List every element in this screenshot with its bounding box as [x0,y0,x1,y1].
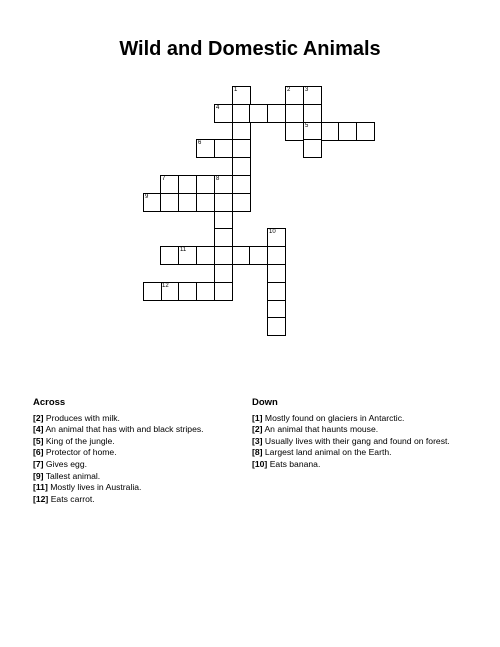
grid-cell[interactable] [196,282,215,301]
grid-cell[interactable] [160,246,179,265]
clue-number: [5] [33,435,44,446]
grid-cell[interactable] [303,139,322,158]
clue-text: King of the jungle. [45,435,115,446]
clue-number-label: 3 [305,87,309,93]
grid-cell[interactable] [160,282,179,301]
clue-number: [2] [252,424,263,435]
clue-number: [11] [33,482,48,493]
across-list [33,413,248,506]
clue-number: [8] [252,447,263,458]
grid-cell[interactable] [267,264,286,283]
grid-cell[interactable] [267,228,286,247]
clue-number-label: 4 [216,105,220,111]
grid-cell[interactable] [338,122,357,141]
grid-cell[interactable] [232,86,251,105]
clue-item [252,447,482,459]
clue-item [33,447,248,459]
grid-cell[interactable] [232,175,251,194]
grid-cell[interactable] [232,193,251,212]
clue-text: Eats banana. [269,458,321,469]
clue-text: An animal that haunts mouse. [264,424,379,435]
grid-cell[interactable] [178,282,197,301]
clue-item [252,459,482,471]
clue-number-label: 6 [198,140,202,146]
clue-number: [3] [252,435,263,446]
clue-number: [12] [33,493,49,504]
down-heading: Down [252,397,278,408]
clue-number-label: 2 [287,87,291,93]
grid-cell[interactable] [214,139,233,158]
clue-text: Tallest animal. [45,470,101,481]
clue-item [33,471,248,483]
grid-cell[interactable] [178,246,197,265]
down-list [252,413,482,471]
grid-cell[interactable] [160,175,179,194]
clue-item [33,436,248,448]
grid-cell[interactable] [178,175,197,194]
clue-number-label: 10 [269,229,276,235]
clue-number-label: 1 [234,87,238,93]
grid-cell[interactable] [196,175,215,194]
clue-number-label: 11 [180,247,187,253]
clue-number: [4] [33,424,44,435]
grid-cell[interactable] [267,317,286,336]
grid-cell[interactable] [196,246,215,265]
grid-cell[interactable] [356,122,375,141]
clue-text: Gives egg. [45,458,87,469]
grid-cell[interactable] [214,246,233,265]
clue-item [252,436,482,448]
grid-cell[interactable] [303,104,322,123]
grid-cell[interactable] [214,228,233,247]
grid-cell[interactable] [303,86,322,105]
clue-item [33,482,248,494]
clue-text: Mostly found on glaciers in Antarctic. [264,412,405,423]
clue-item [33,413,248,425]
grid-cell[interactable] [196,139,215,158]
clue-text: Usually lives with their gang and found on forest. [264,435,450,446]
down-clues [252,397,482,471]
clue-item [252,424,482,436]
clue-number: [2] [33,412,44,423]
grid-cell[interactable] [178,193,197,212]
grid-cell[interactable] [160,193,179,212]
across-heading: Across [33,397,66,408]
clue-text: An animal that has with and black stripes. [45,424,204,435]
clue-number-label: 8 [216,176,220,182]
clue-number-label: 5 [305,123,309,129]
clue-text: Produces with milk. [45,412,120,423]
clue-number-label: 12 [162,283,169,289]
clue-text: Mostly lives in Australia. [50,482,142,493]
clue-number-label: 9 [145,194,149,200]
clue-number: [1] [252,412,263,423]
grid-cell[interactable] [232,157,251,176]
grid-cell[interactable] [285,104,304,123]
grid-cell[interactable] [285,86,304,105]
grid-cell[interactable] [196,193,215,212]
puzzle-title: Wild and Domestic Animals [119,38,381,60]
clue-number-label: 7 [162,176,166,182]
clue-text: Eats carrot. [50,493,95,504]
clue-item [33,494,248,506]
clue-number: [7] [33,458,44,469]
clue-item [33,459,248,471]
grid-cell[interactable] [267,246,286,265]
grid-cell[interactable] [214,282,233,301]
grid-cell[interactable] [214,104,233,123]
clue-number: [9] [33,470,44,481]
grid-cell[interactable] [249,104,268,123]
clue-number: [6] [33,447,44,458]
grid-cell[interactable] [143,282,162,301]
grid-cell[interactable] [214,264,233,283]
grid-cell[interactable] [249,246,268,265]
across-clues [33,397,248,505]
clue-item [252,413,482,425]
clue-number: [10] [252,458,268,469]
grid-cell[interactable] [214,193,233,212]
grid-cell[interactable] [232,139,251,158]
grid-cell[interactable] [214,175,233,194]
clue-text: Protector of home. [45,447,117,458]
grid-cell[interactable] [267,282,286,301]
grid-cell[interactable] [267,104,286,123]
grid-cell[interactable] [285,122,304,141]
clue-text: Largest land animal on the Earth. [264,447,392,458]
clue-item [33,424,248,436]
